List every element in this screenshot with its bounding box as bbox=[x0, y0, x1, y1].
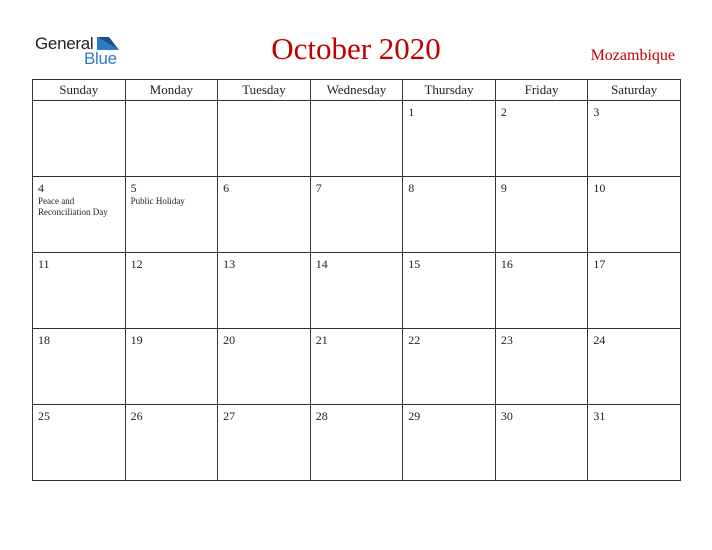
day-cell bbox=[403, 101, 496, 177]
day-number: 18 bbox=[38, 333, 50, 347]
day-cell bbox=[33, 177, 126, 253]
day-cell bbox=[403, 253, 496, 329]
day-number: 5 bbox=[130, 181, 137, 195]
day-cell bbox=[403, 329, 496, 405]
day-number: 27 bbox=[223, 409, 236, 423]
day-cell bbox=[218, 405, 311, 481]
weekday-header: Sunday bbox=[33, 80, 126, 101]
weekday-header: Saturday bbox=[588, 80, 681, 101]
day-number: 7 bbox=[315, 181, 322, 195]
day-cell bbox=[310, 101, 403, 177]
day-cell bbox=[218, 253, 311, 329]
day-cell bbox=[125, 253, 218, 329]
weekday-header: Monday bbox=[125, 80, 218, 101]
day-number: 15 bbox=[408, 257, 421, 271]
day-cell bbox=[33, 329, 126, 405]
day-number: 6 bbox=[223, 181, 230, 195]
day-number: 25 bbox=[38, 409, 50, 423]
day-cell bbox=[218, 177, 311, 253]
weekday-header: Wednesday bbox=[310, 80, 403, 101]
holiday-label: Public Holiday bbox=[130, 196, 185, 206]
day-cell bbox=[310, 177, 403, 253]
day-number: 28 bbox=[315, 409, 328, 423]
day-cell bbox=[33, 253, 126, 329]
day-cell bbox=[495, 101, 588, 177]
day-number: 14 bbox=[315, 257, 328, 271]
day-cell bbox=[310, 329, 403, 405]
day-cell bbox=[403, 177, 496, 253]
day-number: 9 bbox=[500, 181, 507, 195]
week-row bbox=[33, 253, 681, 329]
weekday-header: Tuesday bbox=[218, 80, 311, 101]
day-number: 4 bbox=[38, 181, 44, 195]
day-number: 29 bbox=[408, 409, 421, 423]
day-cell bbox=[125, 405, 218, 481]
logo-text-blue: Blue bbox=[84, 49, 117, 68]
day-number: 3 bbox=[593, 105, 600, 119]
day-number: 31 bbox=[593, 409, 606, 423]
day-cell bbox=[495, 329, 588, 405]
week-row bbox=[33, 101, 681, 177]
day-cell bbox=[125, 329, 218, 405]
day-cell bbox=[588, 405, 681, 481]
day-number: 21 bbox=[315, 333, 328, 347]
day-number: 22 bbox=[408, 333, 421, 347]
day-cell bbox=[495, 405, 588, 481]
week-row bbox=[33, 329, 681, 405]
day-number: 20 bbox=[223, 333, 236, 347]
day-number: 16 bbox=[500, 257, 513, 271]
day-number: 24 bbox=[593, 333, 606, 347]
country-label: Mozambique bbox=[590, 47, 675, 64]
day-number: 12 bbox=[130, 257, 143, 271]
day-cell bbox=[588, 329, 681, 405]
day-cell bbox=[588, 253, 681, 329]
day-number: 1 bbox=[408, 105, 415, 119]
day-number: 30 bbox=[500, 409, 513, 423]
day-cell bbox=[588, 101, 681, 177]
day-number: 19 bbox=[130, 333, 143, 347]
weekday-header: Friday bbox=[495, 80, 588, 101]
day-cell bbox=[218, 101, 311, 177]
day-number: 11 bbox=[38, 257, 50, 271]
day-number: 23 bbox=[500, 333, 513, 347]
day-cell bbox=[495, 177, 588, 253]
day-cell bbox=[33, 405, 126, 481]
week-row bbox=[33, 405, 681, 481]
day-number: 17 bbox=[593, 257, 606, 271]
day-cell bbox=[310, 253, 403, 329]
day-number: 8 bbox=[408, 181, 415, 195]
day-cell bbox=[125, 101, 218, 177]
day-number: 13 bbox=[223, 257, 236, 271]
logo-text-general: General bbox=[35, 34, 94, 53]
day-cell bbox=[33, 101, 126, 177]
day-number: 10 bbox=[593, 181, 606, 195]
holiday-label: Peace and Reconciliation Day bbox=[38, 196, 108, 217]
day-number: 26 bbox=[130, 409, 143, 423]
day-cell bbox=[403, 405, 496, 481]
day-number: 2 bbox=[500, 105, 507, 119]
day-cell bbox=[310, 405, 403, 481]
day-cell bbox=[588, 177, 681, 253]
day-cell bbox=[125, 177, 218, 253]
week-row bbox=[33, 177, 681, 253]
day-cell bbox=[218, 329, 311, 405]
day-cell bbox=[495, 253, 588, 329]
calendar-grid bbox=[32, 79, 681, 481]
weekday-header: Thursday bbox=[403, 80, 496, 101]
weekday-header-row bbox=[33, 80, 681, 101]
calendar-title: October 2020 bbox=[271, 31, 441, 66]
